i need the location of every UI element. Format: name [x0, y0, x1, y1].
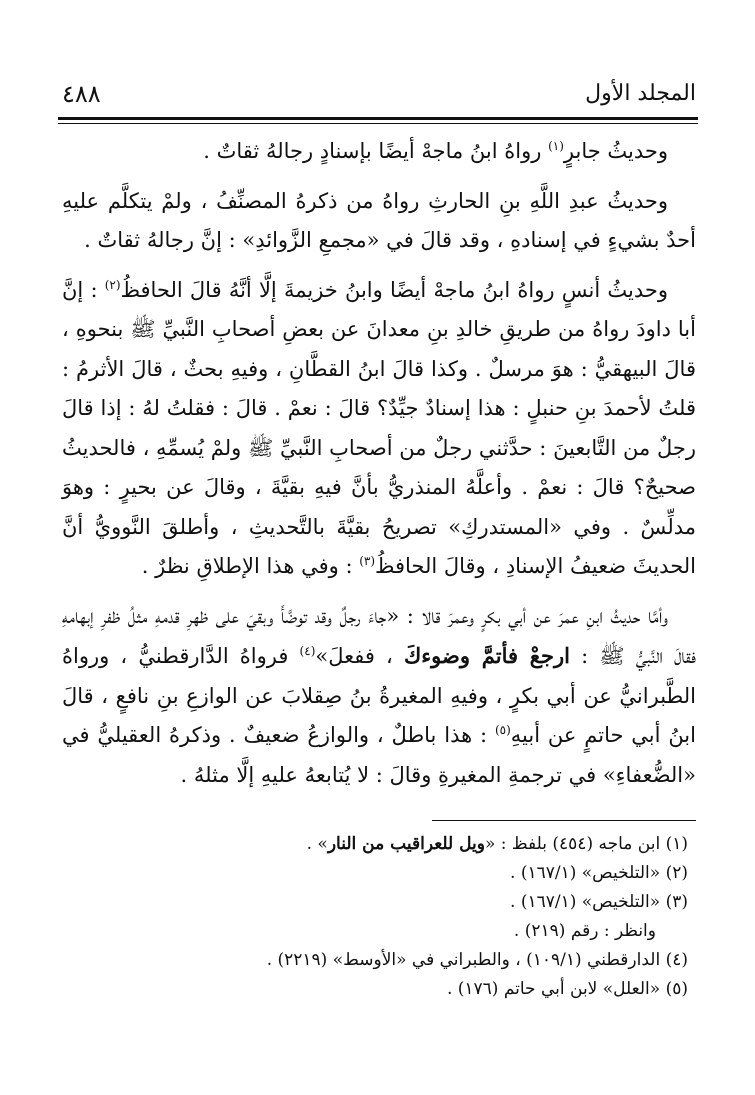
footnote-separator: [432, 820, 696, 821]
footnote-marker: (٢): [104, 277, 121, 292]
footnote: [62, 946, 696, 975]
footnote: [62, 975, 696, 1004]
footnote: [62, 830, 696, 859]
footnote-marker: (٣): [359, 554, 376, 568]
footnote: [62, 859, 696, 888]
text-run: (٣) «التلخيص» (١٦٧/١) .: [510, 892, 688, 912]
footnotes: [62, 830, 696, 1004]
footnote: [62, 888, 696, 917]
emphasized-text: ويل للعراقيب من النار: [327, 834, 485, 854]
footnote-marker: (٤): [299, 644, 316, 658]
volume-title: المجلد الأول: [585, 81, 696, 106]
text-run: : هذا باطلٌ ، والوازعُ ضعيفٌ . وذكرهُ العقيليُّ في «الضُّعفاءِ» في ترجمةِ المغيرةِ وقالَ : لا يُتابعهُ عليهِ إلَّا مثلهُ .: [62, 723, 696, 787]
text-run: » .: [306, 834, 328, 854]
running-header: [62, 78, 696, 118]
emphasized-text: ارجعْ فأتمَّ وضوءكَ: [403, 643, 570, 668]
paragraph: [62, 271, 696, 587]
text-run: (١) ابن ماجه (٤٥٤) بلفظ : «: [484, 834, 688, 854]
footnote-marker: (١): [548, 139, 564, 153]
text-run: ، ففعلَ»: [315, 644, 404, 668]
text-run: رواهُ ابنُ ماجهْ أيضًا بإسنادٍ رجالهُ ثقاتٌ .: [203, 139, 549, 163]
text-run: : إنَّ أبا داودَ رواهُ من طريقِ خالدِ بنِ معدانَ عن بعضِ أصحابِ النَّبيِّ ﷺ بنحوهِ ، قالَ البيهقيُّ : هوَ مرسلٌ . وكذا قالَ ابنُ القطَّانِ ، وفيهِ بحثٌ ، قالَ الأثرمُ : قلتُ لأحمدَ بنِ حنبلٍ : هذا إسنادٌ جيِّدٌ؟ قالَ : نعمْ . قالَ : فقلتُ لهُ : إذا قالَ رجلٌ من التَّابعينَ : حدَّثني رجلٌ من أصحابِ النَّبيِّ ﷺ ولمْ يُسمِّهِ ، فالحديثُ صحيحٌ؟ قالَ : نعمْ . وأعلَّهُ المنذريُّ بأنَّ فيهِ بقيَّةَ ، وقالَ عن بحيرٍ : وهوَ مدلِّسٌ . وفي «المستدركِ» تصريحُ بقيَّةَ بالتَّحديثِ ، وأطلقَ النَّوويُّ أنَّ الحديثَ ضعيفُ الإسنادِ ، وقالَ الحافظُ: [62, 277, 696, 578]
text-run: (٥) «العلل» لابن أبي حاتم (١٧٦) .: [446, 979, 688, 999]
text-run: وحديثُ جابرٍ: [563, 139, 668, 163]
text-run: فرواهُ الدَّارقطنيُّ ، ورواهُ الطَّبرانيُّ عن أبي بكرٍ ، وفيهِ المغيرةُ بنُ صِقلابَ عن الوازعِ بنِ نافعٍ ، قالَ ابنُ أبي حاتمٍ عن أبيهِ: [62, 644, 696, 747]
footnote-marker: (٥): [494, 723, 511, 737]
main-text: [62, 132, 696, 805]
paragraph: [62, 182, 696, 261]
text-run: وحديثُ أنسٍ رواهُ ابنُ ماجهْ أيضًا وابنُ خزيمةَ إلَّا أنَّهُ قالَ الحافظُ: [120, 277, 668, 302]
paragraph: [62, 132, 696, 172]
header-rule-thick: [58, 117, 698, 120]
text-run: وأمَّا حديثُ ابنِ عمرَ عن أبي بكرٍ وعمرَ قالا : «جاءَ رجلٌ وقد توضَّأَ وبقيَ على ظهرِ قدمهِ مثلُ ظفرِ إبهامهِ فقالَ النَّبيُّ ﷺ :: [62, 603, 696, 668]
text-run: (٢) «التلخيص» (١٦٧/١) .: [510, 863, 688, 883]
header-rule-thin: [58, 123, 698, 124]
paragraph: [62, 597, 696, 796]
text-run: (٤) الدارقطني (١٠٩/١) ، والطبراني في «الأوسط» (٢٢١٩) .: [266, 950, 688, 970]
footnote: [62, 917, 696, 946]
text-run: : وفي هذا الإطلاقِ نظرٌ .: [141, 554, 360, 578]
page-number: ٤٨٨: [62, 80, 101, 108]
text-run: وانظر : رقم (٢١٩) .: [513, 921, 656, 941]
text-run: وحديثُ عبدِ اللَّهِ بنِ الحارثِ رواهُ من ذكرهُ المصنِّفُ ، ولمْ يتكلَّم عليهِ أحدٌ بشيءٍ في إسنادهِ ، وقد قالَ في «مجمعِ الزَّوائدِ» : إنَّ رجالهُ ثقاتٌ .: [62, 188, 696, 252]
